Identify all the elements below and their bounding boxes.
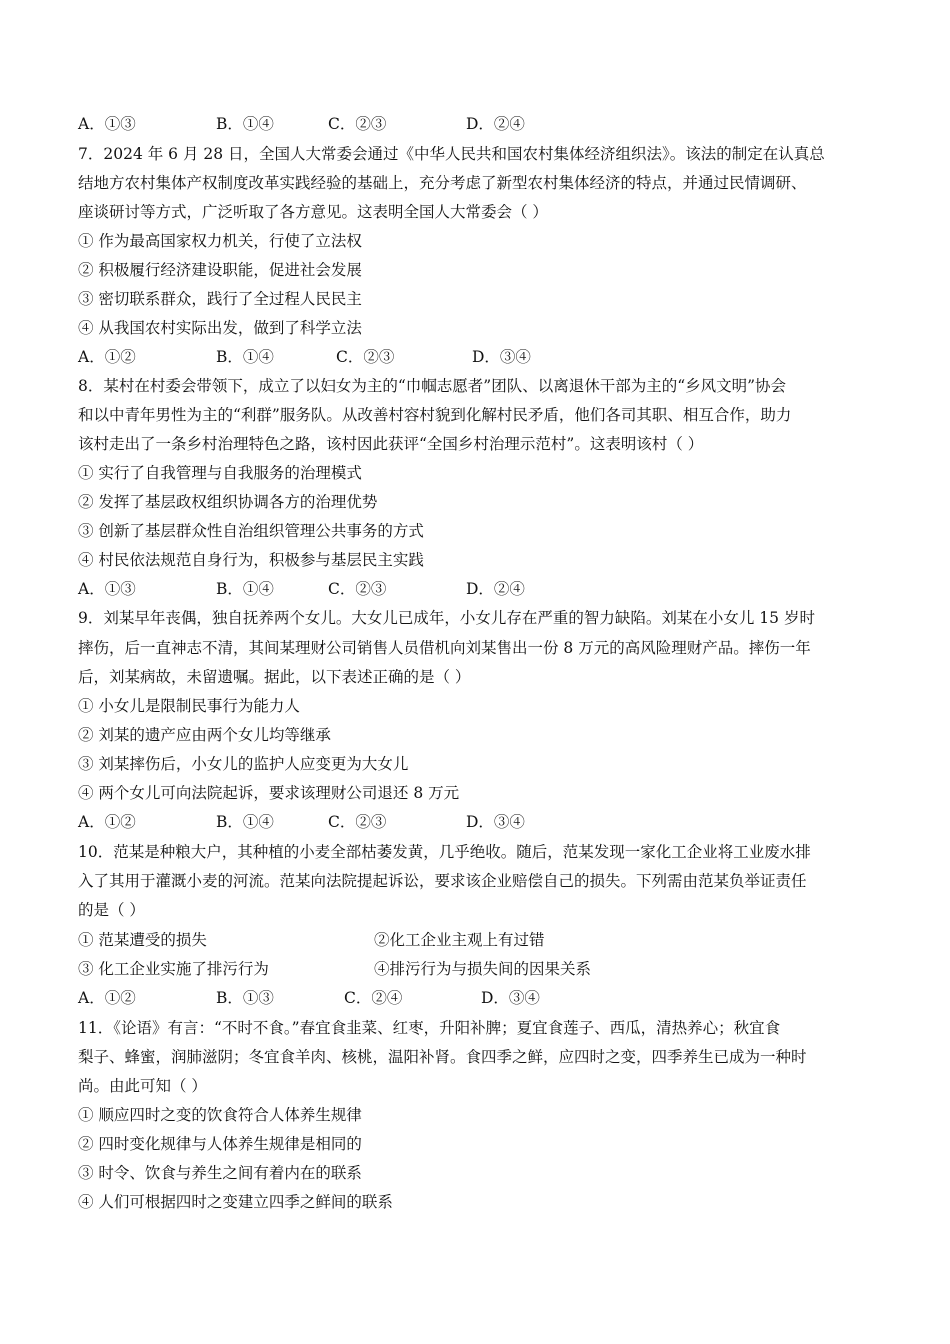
question-stem-line: 该村走出了一条乡村治理特色之路，该村因此获评“全国乡村治理示范村”。这表明该村（ ） [78, 435, 704, 453]
question-stem-line: 摔伤，后一直神志不清，其间某理财公司销售人员借机向刘某售出一份 8 万元的高风险理财产品。摔伤一年 [78, 639, 811, 657]
question-stem-line: 和以中青年男性为主的“利群”服务队。从改善村容村貌到化解村民矛盾，他们各司其职、相互合作，助力 [78, 406, 792, 424]
question-stem-line: 的是（ ） [78, 901, 145, 919]
option-a: A．①③ [78, 115, 136, 133]
statement-item: ② 刘某的遗产应由两个女儿均等继承 [78, 726, 331, 744]
option-d: D．③④ [466, 813, 525, 831]
statement-item: ③ 刘某摔伤后，小女儿的监护人应变更为大女儿 [78, 755, 409, 773]
question-stem-line: 尚。由此可知（ ） [78, 1077, 207, 1095]
option-b: B．①④ [216, 813, 274, 831]
option-b: B．①④ [216, 115, 274, 133]
option-c: C．②④ [344, 989, 403, 1007]
option-c: C．②③ [328, 813, 387, 831]
statement-item: ② 积极履行经济建设职能，促进社会发展 [78, 261, 362, 279]
option-c: C．②③ [336, 348, 395, 366]
question-stem-line: 座谈研讨等方式，广泛听取了各方意见。这表明全国人大常委会（ ） [78, 203, 548, 221]
statement-item: ②化工企业主观上有过错 [374, 931, 545, 949]
option-b: B．①④ [216, 348, 274, 366]
option-a: A．①② [78, 989, 136, 1007]
statement-item: ① 实行了自我管理与自我服务的治理模式 [78, 464, 362, 482]
option-c: C．②③ [328, 580, 387, 598]
question-stem-line: 入了其用于灌溉小麦的河流。范某向法院提起诉讼，要求该企业赔偿自己的损失。下列需由范某负举证责任 [78, 872, 807, 890]
option-a: A．①③ [78, 580, 136, 598]
option-b: B．①③ [216, 989, 274, 1007]
question-stem-line: 后，刘某病故，未留遗嘱。据此，以下表述正确的是（ ） [78, 668, 471, 686]
option-b: B．①④ [216, 580, 274, 598]
statement-item: ④ 村民依法规范自身行为，积极参与基层民主实践 [78, 551, 424, 569]
question-stem-line: 结地方农村集体产权制度改革实践经验的基础上，充分考虑了新型农村集体经济的特点，并通过民情调研、 [78, 174, 807, 192]
option-a: A．①② [78, 813, 136, 831]
option-d: D．③④ [481, 989, 540, 1007]
question-stem-line: 9．刘某早年丧偶，独自抚养两个女儿。大女儿已成年，小女儿存在严重的智力缺陷。刘某在小女儿 15 岁时 [78, 609, 815, 627]
statement-item: ② 发挥了基层政权组织协调各方的治理优势 [78, 493, 378, 511]
statement-item: ④ 从我国农村实际出发，做到了科学立法 [78, 319, 362, 337]
statement-item: ① 范某遭受的损失 [78, 931, 207, 949]
statement-item: ② 四时变化规律与人体养生规律是相同的 [78, 1135, 362, 1153]
statement-item: ④ 人们可根据四时之变建立四季之鲜间的联系 [78, 1193, 393, 1211]
option-c: C．②③ [328, 115, 387, 133]
question-stem-line: 10．范某是种粮大户，其种植的小麦全部枯萎发黄，几乎绝收。随后，范某发现一家化工企业将工业废水排 [78, 843, 811, 861]
statement-item: ③ 密切联系群众，践行了全过程人民民主 [78, 290, 362, 308]
statement-item: ④ 两个女儿可向法院起诉，要求该理财公司退还 8 万元 [78, 784, 460, 802]
statement-item: ③ 时令、饮食与养生之间有着内在的联系 [78, 1164, 362, 1182]
question-stem-line: 8．某村在村委会带领下，成立了以妇女为主的“巾帼志愿者”团队、以离退休干部为主的“乡风文明”协会 [78, 377, 787, 395]
question-stem-line: 7．2024 年 6 月 28 日，全国人大常委会通过《中华人民共和国农村集体经济组织法》。该法的制定在认真总 [78, 145, 825, 163]
option-d: D．②④ [466, 580, 525, 598]
statement-item: ① 小女儿是限制民事行为能力人 [78, 697, 300, 715]
question-stem-line: 梨子、蜂蜜，润肺滋阴；冬宜食羊肉、核桃，温阳补肾。食四季之鲜，应四时之变，四季养生已成为一种时 [78, 1048, 807, 1066]
option-a: A．①② [78, 348, 136, 366]
statement-item: ④排污行为与损失间的因果关系 [374, 960, 592, 978]
question-stem-line: 11．《论语》有言：“不时不食。”春宜食韭菜、红枣，升阳补脾；夏宜食莲子、西瓜，清热养心；秋宜食 [78, 1019, 781, 1037]
statement-item: ③ 化工企业实施了排污行为 [78, 960, 269, 978]
option-d: D．③④ [472, 348, 531, 366]
statement-item: ① 顺应四时之变的饮食符合人体养生规律 [78, 1106, 362, 1124]
statement-item: ① 作为最高国家权力机关，行使了立法权 [78, 232, 362, 250]
option-d: D．②④ [466, 115, 525, 133]
statement-item: ③ 创新了基层群众性自治组织管理公共事务的方式 [78, 522, 424, 540]
